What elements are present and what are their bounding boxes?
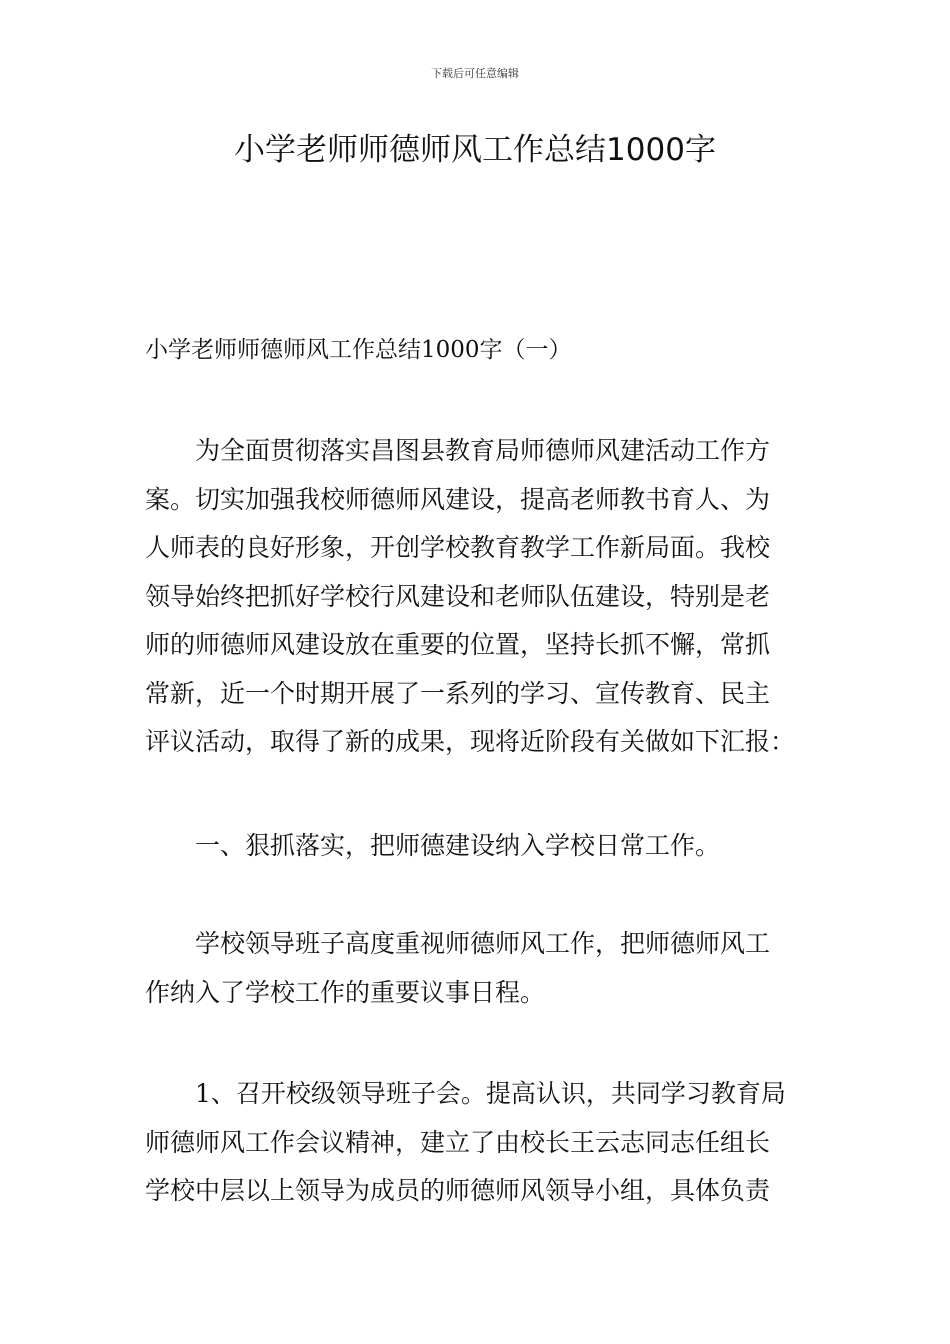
paragraph-line: 师的师德师风建设放在重要的位置，坚持长抓不懈，常抓 [145, 630, 771, 659]
paragraph-line: 师德师风工作会议精神，建立了由校长王云志同志任组长 [145, 1127, 771, 1157]
document-title: 小学老师师德师风工作总结1000字 [234, 132, 716, 168]
paragraph-line: 学校中层以上领导为成员的师德师风领导小组，具体负责 [145, 1176, 771, 1205]
paragraph-line: 学校领导班子高度重视师德师风工作，把师德师风工 [195, 929, 771, 958]
paragraph-line: 评议活动，取得了新的成果，现将近阶段有关做如下汇报： [145, 727, 796, 756]
paragraph-line: 作纳入了学校工作的重要议事日程。 [145, 977, 546, 1007]
paragraph-leadership [145, 920, 825, 1017]
paragraph-line: 常新，近一个时期开展了一系列的学习、宣传教育、民主 [145, 678, 771, 708]
paragraph-meeting [145, 1070, 825, 1216]
header-note: 下载后可任意编辑 [431, 67, 519, 80]
paragraph-line: 1、召开校级领导班子会。提高认识，共同学习教育局 [195, 1079, 786, 1108]
paragraph-line: 为全面贯彻落实昌图县教育局师德师风建活动工作方 [195, 436, 771, 465]
section-title: 小学老师师德师风工作总结1000字（一） [145, 337, 572, 363]
paragraph-line: 一、狠抓落实，把师德建设纳入学校日常工作。 [195, 831, 721, 860]
paragraph-heading-one [145, 822, 825, 871]
paragraph-line: 人师表的良好形象，开创学校教育教学工作新局面。我校 [145, 533, 771, 562]
paragraph-line: 案。切实加强我校师德师风建设，提高老师教书育人、为 [145, 484, 771, 514]
paragraph-intro [145, 427, 825, 767]
paragraph-line: 领导始终把抓好学校行风建设和老师队伍建设，特别是老 [145, 581, 771, 611]
